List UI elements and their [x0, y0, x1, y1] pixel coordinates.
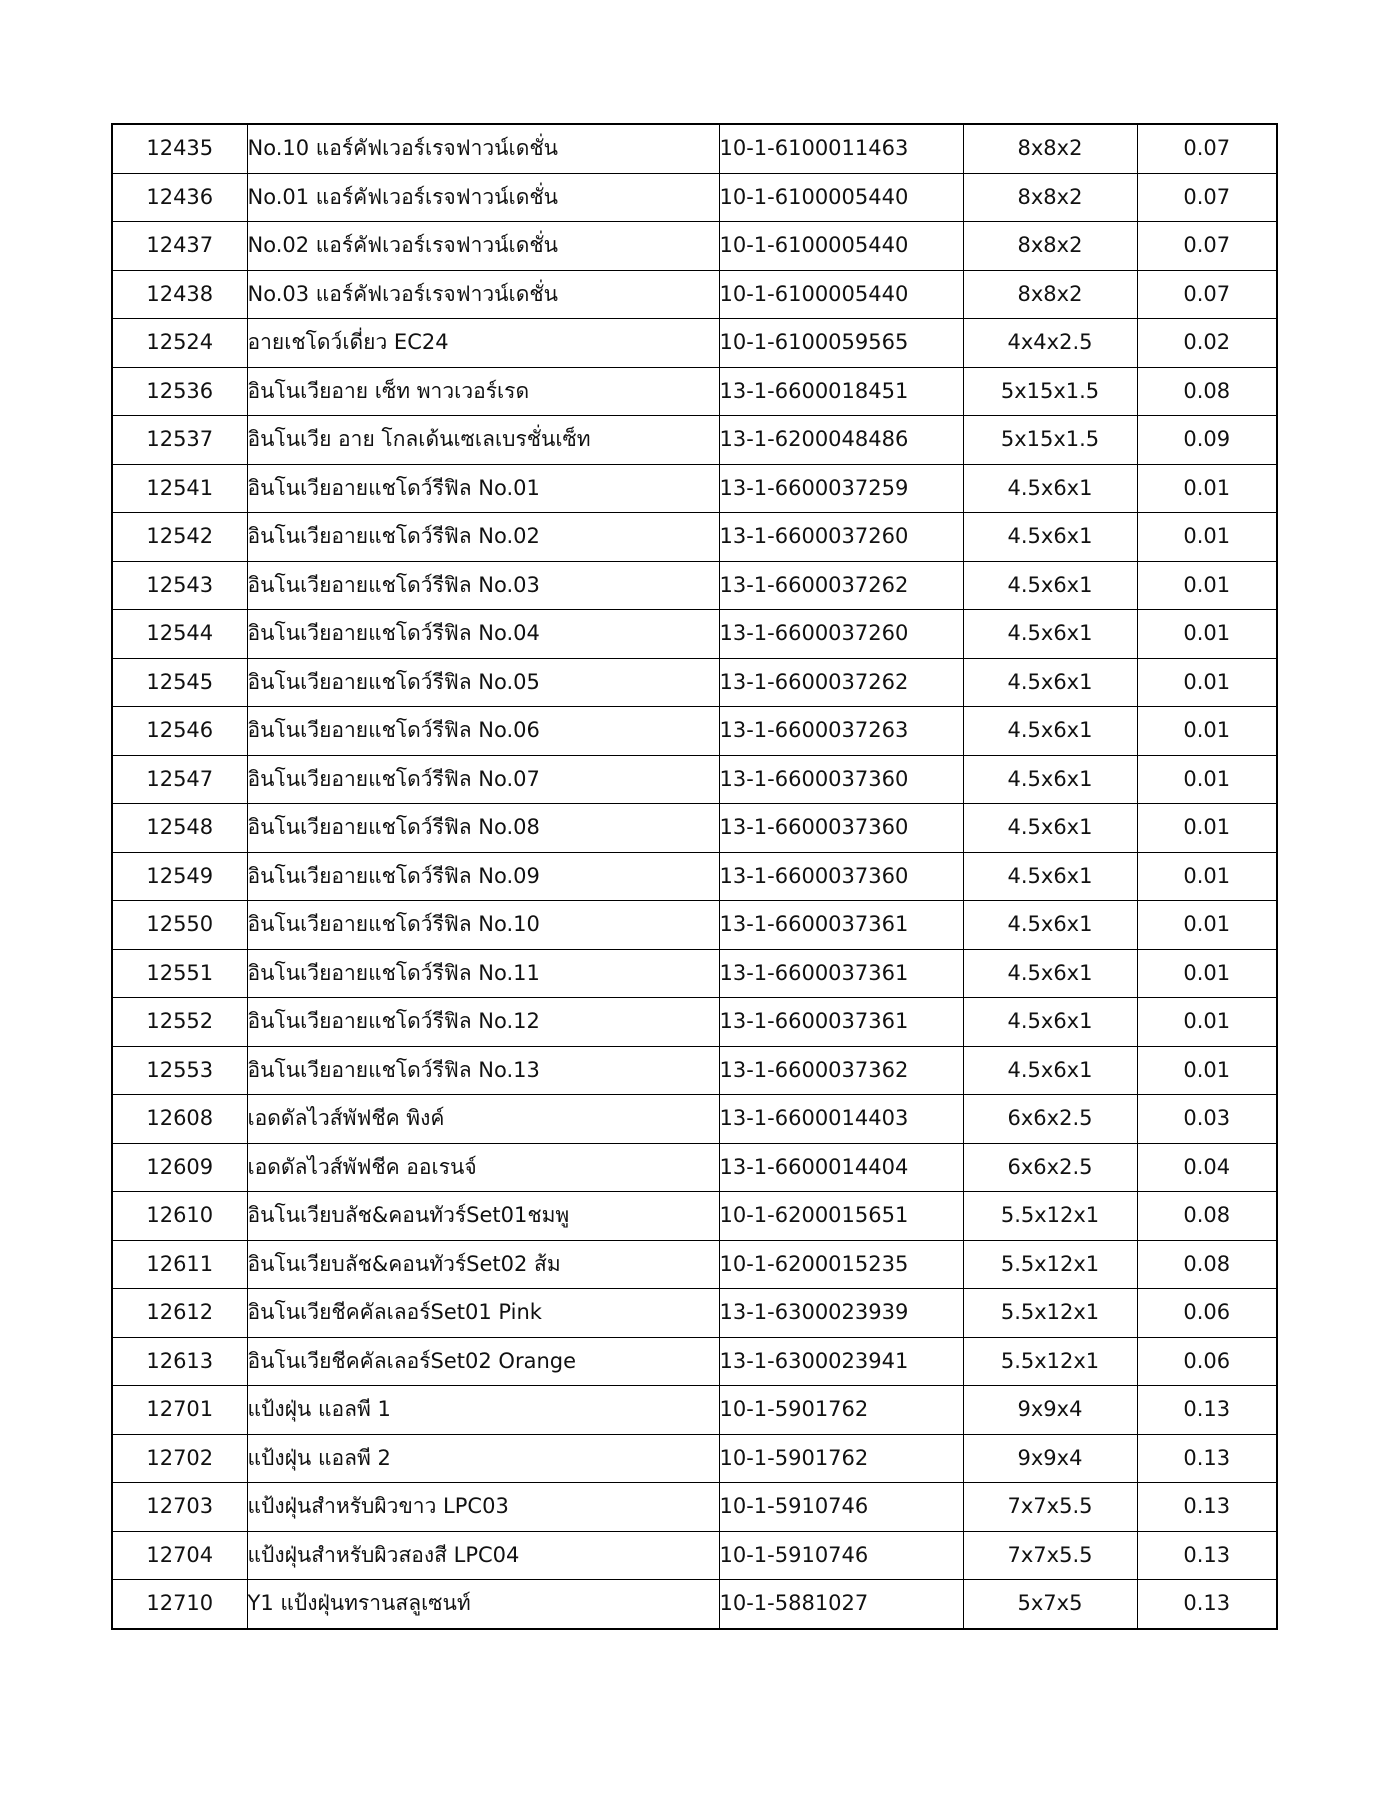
table-row — [112, 464, 1277, 513]
dimensions-cell: 4.5x6x1 — [963, 949, 1137, 998]
dimensions-cell: 4.5x6x1 — [963, 658, 1137, 707]
product-name-cell: อินโนเวียอายแชโดว์รีฟิล No.05 — [247, 658, 719, 707]
table-row — [112, 852, 1277, 901]
product-code-cell: 13-1-6600014403 — [719, 1095, 963, 1144]
product-name-cell: อินโนเวียอายแชโดว์รีฟิล No.12 — [247, 998, 719, 1047]
table-row — [112, 367, 1277, 416]
product-code-cell: 10-1-6100005440 — [719, 173, 963, 222]
product-code-cell: 10-1-6100005440 — [719, 270, 963, 319]
item-id-cell: 12548 — [112, 804, 247, 853]
product-code-cell: 13-1-6600037361 — [719, 949, 963, 998]
dimensions-cell: 9x9x4 — [963, 1386, 1137, 1435]
dimensions-cell: 4.5x6x1 — [963, 852, 1137, 901]
weight-cell: 0.08 — [1137, 1192, 1277, 1241]
dimensions-cell: 7x7x5.5 — [963, 1483, 1137, 1532]
table-row — [112, 124, 1277, 173]
weight-cell: 0.08 — [1137, 367, 1277, 416]
weight-cell: 0.01 — [1137, 561, 1277, 610]
table-row — [112, 1483, 1277, 1532]
weight-cell: 0.01 — [1137, 513, 1277, 562]
product-code-cell: 13-1-6300023941 — [719, 1337, 963, 1386]
product-code-cell: 13-1-6300023939 — [719, 1289, 963, 1338]
weight-cell: 0.13 — [1137, 1580, 1277, 1629]
product-name-cell: อินโนเวียชีคคัลเลอร์Set02 Orange — [247, 1337, 719, 1386]
dimensions-cell: 5x15x1.5 — [963, 367, 1137, 416]
dimensions-cell: 5x7x5 — [963, 1580, 1137, 1629]
table-row — [112, 658, 1277, 707]
item-id-cell: 12543 — [112, 561, 247, 610]
table-row — [112, 416, 1277, 465]
product-name-cell: No.01 แอร์คัฟเวอร์เรจฟาวน์เดชั่น — [247, 173, 719, 222]
weight-cell: 0.01 — [1137, 852, 1277, 901]
weight-cell: 0.07 — [1137, 124, 1277, 173]
table-row — [112, 319, 1277, 368]
weight-cell: 0.07 — [1137, 270, 1277, 319]
item-id-cell: 12702 — [112, 1434, 247, 1483]
product-code-cell: 13-1-6600037360 — [719, 804, 963, 853]
product-code-cell: 13-1-6600037262 — [719, 561, 963, 610]
table-row — [112, 901, 1277, 950]
dimensions-cell: 4.5x6x1 — [963, 755, 1137, 804]
dimensions-cell: 5.5x12x1 — [963, 1192, 1137, 1241]
dimensions-cell: 6x6x2.5 — [963, 1143, 1137, 1192]
table-row — [112, 1289, 1277, 1338]
item-id-cell: 12544 — [112, 610, 247, 659]
dimensions-cell: 4.5x6x1 — [963, 561, 1137, 610]
item-id-cell: 12437 — [112, 222, 247, 271]
product-code-cell: 13-1-6600037361 — [719, 901, 963, 950]
product-code-cell: 10-1-6100005440 — [719, 222, 963, 271]
product-name-cell: อินโนเวียอาย เซ็ท พาวเวอร์เรด — [247, 367, 719, 416]
item-id-cell: 12701 — [112, 1386, 247, 1435]
weight-cell: 0.13 — [1137, 1434, 1277, 1483]
weight-cell: 0.01 — [1137, 658, 1277, 707]
product-code-cell: 10-1-5901762 — [719, 1434, 963, 1483]
item-id-cell: 12546 — [112, 707, 247, 756]
weight-cell: 0.01 — [1137, 1046, 1277, 1095]
table-row — [112, 804, 1277, 853]
item-id-cell: 12545 — [112, 658, 247, 707]
product-name-cell: แป้งฝุ่น แอลพี 2 — [247, 1434, 719, 1483]
weight-cell: 0.01 — [1137, 998, 1277, 1047]
weight-cell: 0.01 — [1137, 610, 1277, 659]
dimensions-cell: 6x6x2.5 — [963, 1095, 1137, 1144]
item-id-cell: 12542 — [112, 513, 247, 562]
product-name-cell: No.02 แอร์คัฟเวอร์เรจฟาวน์เดชั่น — [247, 222, 719, 271]
table-row — [112, 1531, 1277, 1580]
table-row — [112, 1337, 1277, 1386]
dimensions-cell: 5.5x12x1 — [963, 1337, 1137, 1386]
dimensions-cell: 4.5x6x1 — [963, 513, 1137, 562]
product-code-cell: 13-1-6600037262 — [719, 658, 963, 707]
item-id-cell: 12553 — [112, 1046, 247, 1095]
weight-cell: 0.01 — [1137, 804, 1277, 853]
item-id-cell: 12536 — [112, 367, 247, 416]
weight-cell: 0.01 — [1137, 949, 1277, 998]
item-id-cell: 12550 — [112, 901, 247, 950]
product-code-cell: 13-1-6600037260 — [719, 513, 963, 562]
item-id-cell: 12611 — [112, 1240, 247, 1289]
dimensions-cell: 4.5x6x1 — [963, 1046, 1137, 1095]
table-row — [112, 1386, 1277, 1435]
product-name-cell: อินโนเวียอายแชโดว์รีฟิล No.10 — [247, 901, 719, 950]
item-id-cell: 12547 — [112, 755, 247, 804]
product-name-cell: Y1 แป้งฝุ่นทรานสลูเซนท์ — [247, 1580, 719, 1629]
item-id-cell: 12537 — [112, 416, 247, 465]
product-name-cell: อินโนเวียอายแชโดว์รีฟิล No.07 — [247, 755, 719, 804]
weight-cell: 0.07 — [1137, 173, 1277, 222]
dimensions-cell: 8x8x2 — [963, 222, 1137, 271]
product-code-cell: 10-1-6100011463 — [719, 124, 963, 173]
product-code-cell: 13-1-6600037360 — [719, 852, 963, 901]
dimensions-cell: 8x8x2 — [963, 173, 1137, 222]
product-code-cell: 13-1-6600037263 — [719, 707, 963, 756]
item-id-cell: 12704 — [112, 1531, 247, 1580]
table-row — [112, 513, 1277, 562]
product-name-cell: อินโนเวียอายแชโดว์รีฟิล No.03 — [247, 561, 719, 610]
product-name-cell: อินโนเวียอายแชโดว์รีฟิล No.06 — [247, 707, 719, 756]
product-name-cell: อินโนเวีย อาย โกลเด้นเซเลเบรชั่นเซ็ท — [247, 416, 719, 465]
product-table — [111, 123, 1278, 1630]
product-name-cell: อินโนเวียอายแชโดว์รีฟิล No.04 — [247, 610, 719, 659]
item-id-cell: 12551 — [112, 949, 247, 998]
product-name-cell: อินโนเวียชีคคัลเลอร์Set01 Pink — [247, 1289, 719, 1338]
product-code-cell: 10-1-5910746 — [719, 1531, 963, 1580]
table-row — [112, 1434, 1277, 1483]
table-row — [112, 998, 1277, 1047]
product-name-cell: อินโนเวียอายแชโดว์รีฟิล No.02 — [247, 513, 719, 562]
table-row — [112, 1143, 1277, 1192]
table-row — [112, 1095, 1277, 1144]
item-id-cell: 12612 — [112, 1289, 247, 1338]
dimensions-cell: 5.5x12x1 — [963, 1289, 1137, 1338]
dimensions-cell: 9x9x4 — [963, 1434, 1137, 1483]
product-name-cell: แป้งฝุ่นสำหรับผิวสองสี LPC04 — [247, 1531, 719, 1580]
table-row — [112, 270, 1277, 319]
weight-cell: 0.06 — [1137, 1337, 1277, 1386]
item-id-cell: 12608 — [112, 1095, 247, 1144]
product-code-cell: 10-1-5881027 — [719, 1580, 963, 1629]
product-name-cell: อินโนเวียบลัช&คอนทัวร์Set02 ส้ม — [247, 1240, 719, 1289]
product-code-cell: 13-1-6600018451 — [719, 367, 963, 416]
item-id-cell: 12703 — [112, 1483, 247, 1532]
product-code-cell: 13-1-6600037259 — [719, 464, 963, 513]
weight-cell: 0.07 — [1137, 222, 1277, 271]
product-name-cell: อายเชโดว์เดี่ยว EC24 — [247, 319, 719, 368]
product-name-cell: No.03 แอร์คัฟเวอร์เรจฟาวน์เดชั่น — [247, 270, 719, 319]
weight-cell: 0.08 — [1137, 1240, 1277, 1289]
product-name-cell: อินโนเวียอายแชโดว์รีฟิล No.08 — [247, 804, 719, 853]
weight-cell: 0.06 — [1137, 1289, 1277, 1338]
weight-cell: 0.03 — [1137, 1095, 1277, 1144]
dimensions-cell: 4.5x6x1 — [963, 610, 1137, 659]
weight-cell: 0.04 — [1137, 1143, 1277, 1192]
dimensions-cell: 4.5x6x1 — [963, 804, 1137, 853]
item-id-cell: 12610 — [112, 1192, 247, 1241]
dimensions-cell: 4.5x6x1 — [963, 707, 1137, 756]
product-name-cell: แป้งฝุ่น แอลพี 1 — [247, 1386, 719, 1435]
weight-cell: 0.01 — [1137, 755, 1277, 804]
product-code-cell: 13-1-6600014404 — [719, 1143, 963, 1192]
product-code-cell: 10-1-6100059565 — [719, 319, 963, 368]
dimensions-cell: 5x15x1.5 — [963, 416, 1137, 465]
product-code-cell: 13-1-6600037360 — [719, 755, 963, 804]
table-row — [112, 561, 1277, 610]
product-name-cell: เอดดัลไวส์พัฟชีค พิงค์ — [247, 1095, 719, 1144]
product-code-cell: 13-1-6600037361 — [719, 998, 963, 1047]
dimensions-cell: 4.5x6x1 — [963, 464, 1137, 513]
item-id-cell: 12552 — [112, 998, 247, 1047]
table-row — [112, 755, 1277, 804]
dimensions-cell: 8x8x2 — [963, 124, 1137, 173]
product-code-cell: 13-1-6600037260 — [719, 610, 963, 659]
product-name-cell: แป้งฝุ่นสำหรับผิวขาว LPC03 — [247, 1483, 719, 1532]
dimensions-cell: 8x8x2 — [963, 270, 1137, 319]
item-id-cell: 12609 — [112, 1143, 247, 1192]
product-code-cell: 10-1-6200015651 — [719, 1192, 963, 1241]
table-row — [112, 1046, 1277, 1095]
table-row — [112, 1240, 1277, 1289]
table-row — [112, 610, 1277, 659]
product-code-cell: 13-1-6200048486 — [719, 416, 963, 465]
table-row — [112, 1580, 1277, 1629]
weight-cell: 0.13 — [1137, 1386, 1277, 1435]
product-name-cell: อินโนเวียอายแชโดว์รีฟิล No.01 — [247, 464, 719, 513]
weight-cell: 0.01 — [1137, 464, 1277, 513]
table-row — [112, 222, 1277, 271]
product-name-cell: อินโนเวียอายแชโดว์รีฟิล No.13 — [247, 1046, 719, 1095]
weight-cell: 0.01 — [1137, 901, 1277, 950]
item-id-cell: 12435 — [112, 124, 247, 173]
weight-cell: 0.09 — [1137, 416, 1277, 465]
product-name-cell: อินโนเวียอายแชโดว์รีฟิล No.09 — [247, 852, 719, 901]
item-id-cell: 12436 — [112, 173, 247, 222]
table-row — [112, 173, 1277, 222]
product-name-cell: No.10 แอร์คัฟเวอร์เรจฟาวน์เดชั่น — [247, 124, 719, 173]
product-code-cell: 10-1-6200015235 — [719, 1240, 963, 1289]
weight-cell: 0.02 — [1137, 319, 1277, 368]
weight-cell: 0.13 — [1137, 1483, 1277, 1532]
table-row — [112, 949, 1277, 998]
table-row — [112, 1192, 1277, 1241]
product-name-cell: อินโนเวียอายแชโดว์รีฟิล No.11 — [247, 949, 719, 998]
item-id-cell: 12710 — [112, 1580, 247, 1629]
item-id-cell: 12438 — [112, 270, 247, 319]
table-row — [112, 707, 1277, 756]
dimensions-cell: 4x4x2.5 — [963, 319, 1137, 368]
dimensions-cell: 5.5x12x1 — [963, 1240, 1137, 1289]
item-id-cell: 12613 — [112, 1337, 247, 1386]
item-id-cell: 12524 — [112, 319, 247, 368]
dimensions-cell: 4.5x6x1 — [963, 998, 1137, 1047]
table-body — [112, 124, 1277, 1629]
weight-cell: 0.13 — [1137, 1531, 1277, 1580]
weight-cell: 0.01 — [1137, 707, 1277, 756]
product-code-cell: 10-1-5910746 — [719, 1483, 963, 1532]
product-code-cell: 13-1-6600037362 — [719, 1046, 963, 1095]
product-code-cell: 10-1-5901762 — [719, 1386, 963, 1435]
item-id-cell: 12541 — [112, 464, 247, 513]
dimensions-cell: 7x7x5.5 — [963, 1531, 1137, 1580]
product-name-cell: เอดดัลไวส์พัฟชีค ออเรนจ์ — [247, 1143, 719, 1192]
dimensions-cell: 4.5x6x1 — [963, 901, 1137, 950]
product-name-cell: อินโนเวียบลัช&คอนทัวร์Set01ชมพู — [247, 1192, 719, 1241]
item-id-cell: 12549 — [112, 852, 247, 901]
